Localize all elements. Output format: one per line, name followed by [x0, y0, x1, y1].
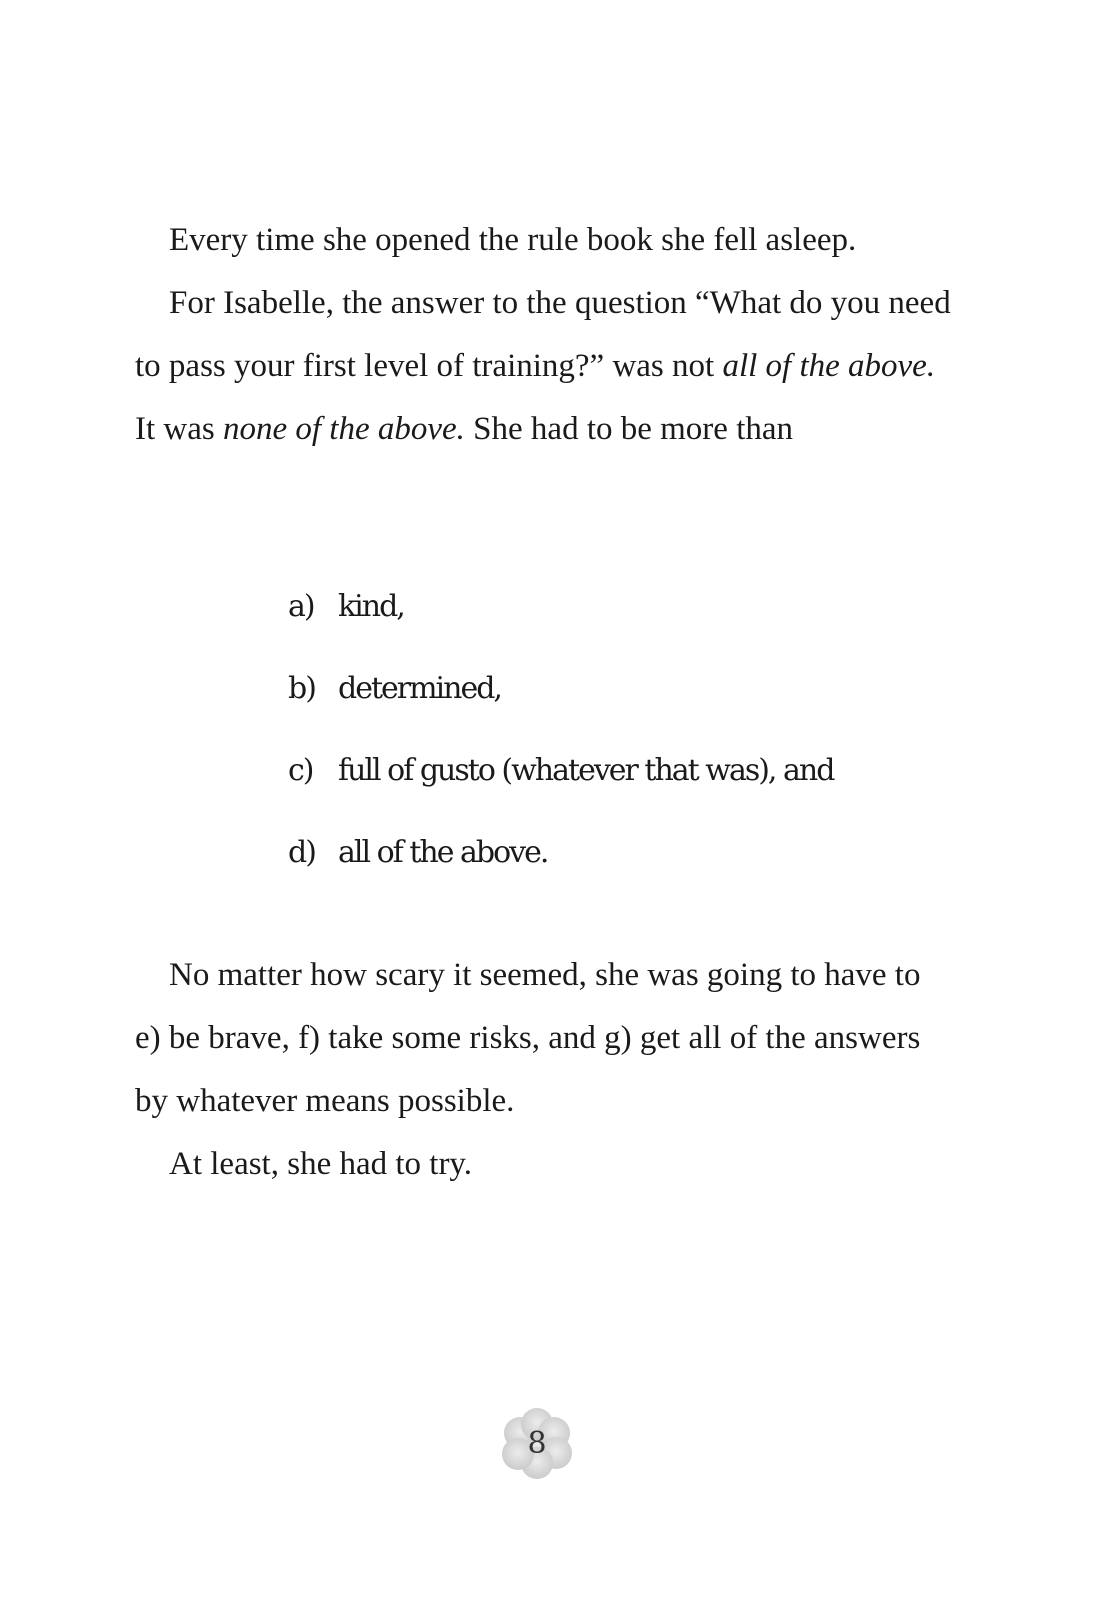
paragraph-part: She had to be more than: [464, 411, 794, 447]
paragraph-no-matter: No matter how scary it seemed, she was going to have to e) be brave, f) take some risks, and g) get all of the answers by whatever means possible.: [135, 957, 921, 1119]
option-text: determined,: [338, 671, 501, 706]
option-letter: a): [288, 589, 314, 624]
list-item: [288, 660, 833, 742]
list-item: [288, 824, 833, 906]
option-letter: b): [288, 671, 315, 706]
option-text: kind,: [338, 589, 404, 624]
paragraph-isabelle-answer: [135, 272, 953, 461]
paragraph-at-least: At least, she had to try.: [169, 1146, 473, 1182]
page-number-badge: [498, 1407, 576, 1481]
paragraph-part: It was: [135, 411, 223, 447]
option-letter: d): [288, 835, 315, 870]
option-text: full of gusto (whatever that was), and: [338, 753, 834, 788]
option-text: all of the above.: [338, 835, 548, 870]
options-list: [288, 578, 833, 906]
body-text-bottom: [135, 944, 953, 1196]
list-item: [288, 742, 833, 824]
paragraph-part-italic: all of the above.: [722, 348, 936, 384]
paragraph-rule-book: Every time she opened the rule book she fell asleep.: [169, 222, 857, 258]
body-text-top: [135, 209, 953, 461]
option-letter: c): [288, 753, 313, 788]
page-number: 8: [527, 1426, 547, 1461]
paragraph-part-italic: none of the above.: [222, 411, 465, 447]
list-item: [288, 578, 833, 660]
paragraph-part: For Isabelle, the answer to the question “What do you need to pass your first level of training?” was not: [135, 285, 951, 384]
